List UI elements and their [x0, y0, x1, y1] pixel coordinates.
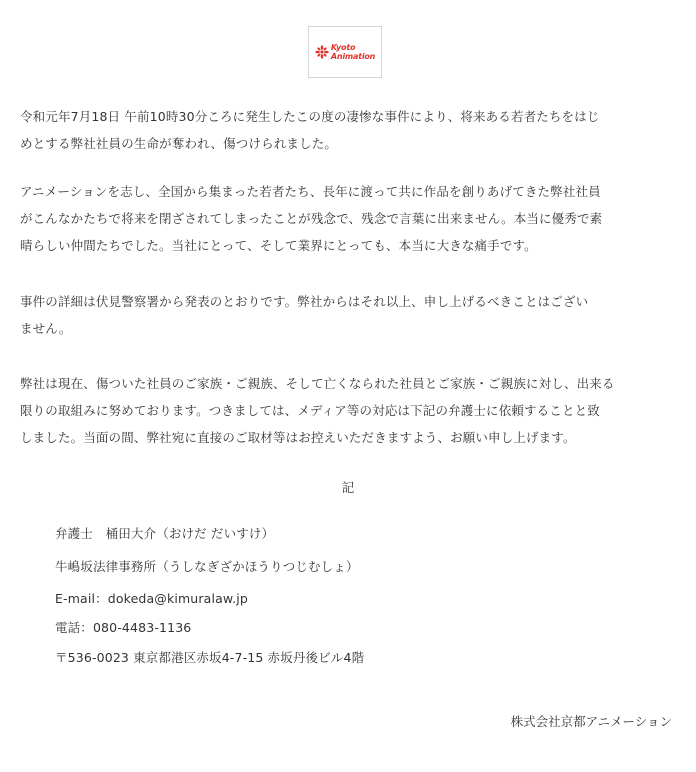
- company-logo: [308, 26, 382, 78]
- notice-heading: 記: [341, 480, 355, 495]
- statement-paragraph-1: 令和元年7月18日 午前10時30分ころに発生したこの度の凄惨な事件により、将来ある若者たちをはじ めとする弊社社員の生命が奪われ、傷つけられました。: [20, 109, 600, 151]
- company-signature: 株式会社京都アニメーション: [510, 714, 672, 729]
- logo-content: [315, 43, 375, 61]
- contact-phone: 電話：080-4483-1136: [55, 620, 192, 635]
- contact-lawyer: 弁護士 桶田大介（おけだ だいすけ）: [55, 526, 275, 541]
- contact-address: 〒536-0023 東京都港区赤坂4-7-15 赤坂丹後ビル4階: [55, 650, 365, 665]
- statement-paragraph-3: 事件の詳細は伏見警察署から発表のとおりです。弊社からはそれ以上、申し上げるべきことはござい ません。: [20, 294, 589, 336]
- statement-paragraph-4: 弊社は現在、傷ついた社員のご家族・ご親族、そして亡くなられた社員とご家族・ご親族に対し、出来る 限りの取組みに努めております。つきましては、メディア等の対応は下記の弁護士に依頼することと致 しました。当面の間、弊社宛に直接のご取材等はお控えいただきますよう、お願い申し上げます。: [20, 376, 615, 445]
- contact-email[interactable]: E-mail：dokeda@kimuralaw.jp: [55, 591, 248, 606]
- statement-paragraph-2: アニメーションを志し、全国から集まった若者たち、長年に渡って共に作品を創りあげてきた弊社社員 がこんなかたちで将来を閉ざされてしまったことが残念で、残念で言葉に出来ません。本当に優秀で素 晴らしい仲間たちでした。当社にとって、そして業界にとっても、本当に大きな痛手です。: [20, 184, 603, 253]
- kyoto-animation-star-icon: [315, 45, 329, 59]
- contact-law-firm: 牛嶋坂法律事務所（うしなぎざかほうりつじむしょ）: [55, 559, 359, 574]
- logo-wordmark: [331, 43, 375, 61]
- logo-line-2: Animation: [330, 52, 376, 61]
- logo-line-1: Kyoto: [330, 43, 356, 52]
